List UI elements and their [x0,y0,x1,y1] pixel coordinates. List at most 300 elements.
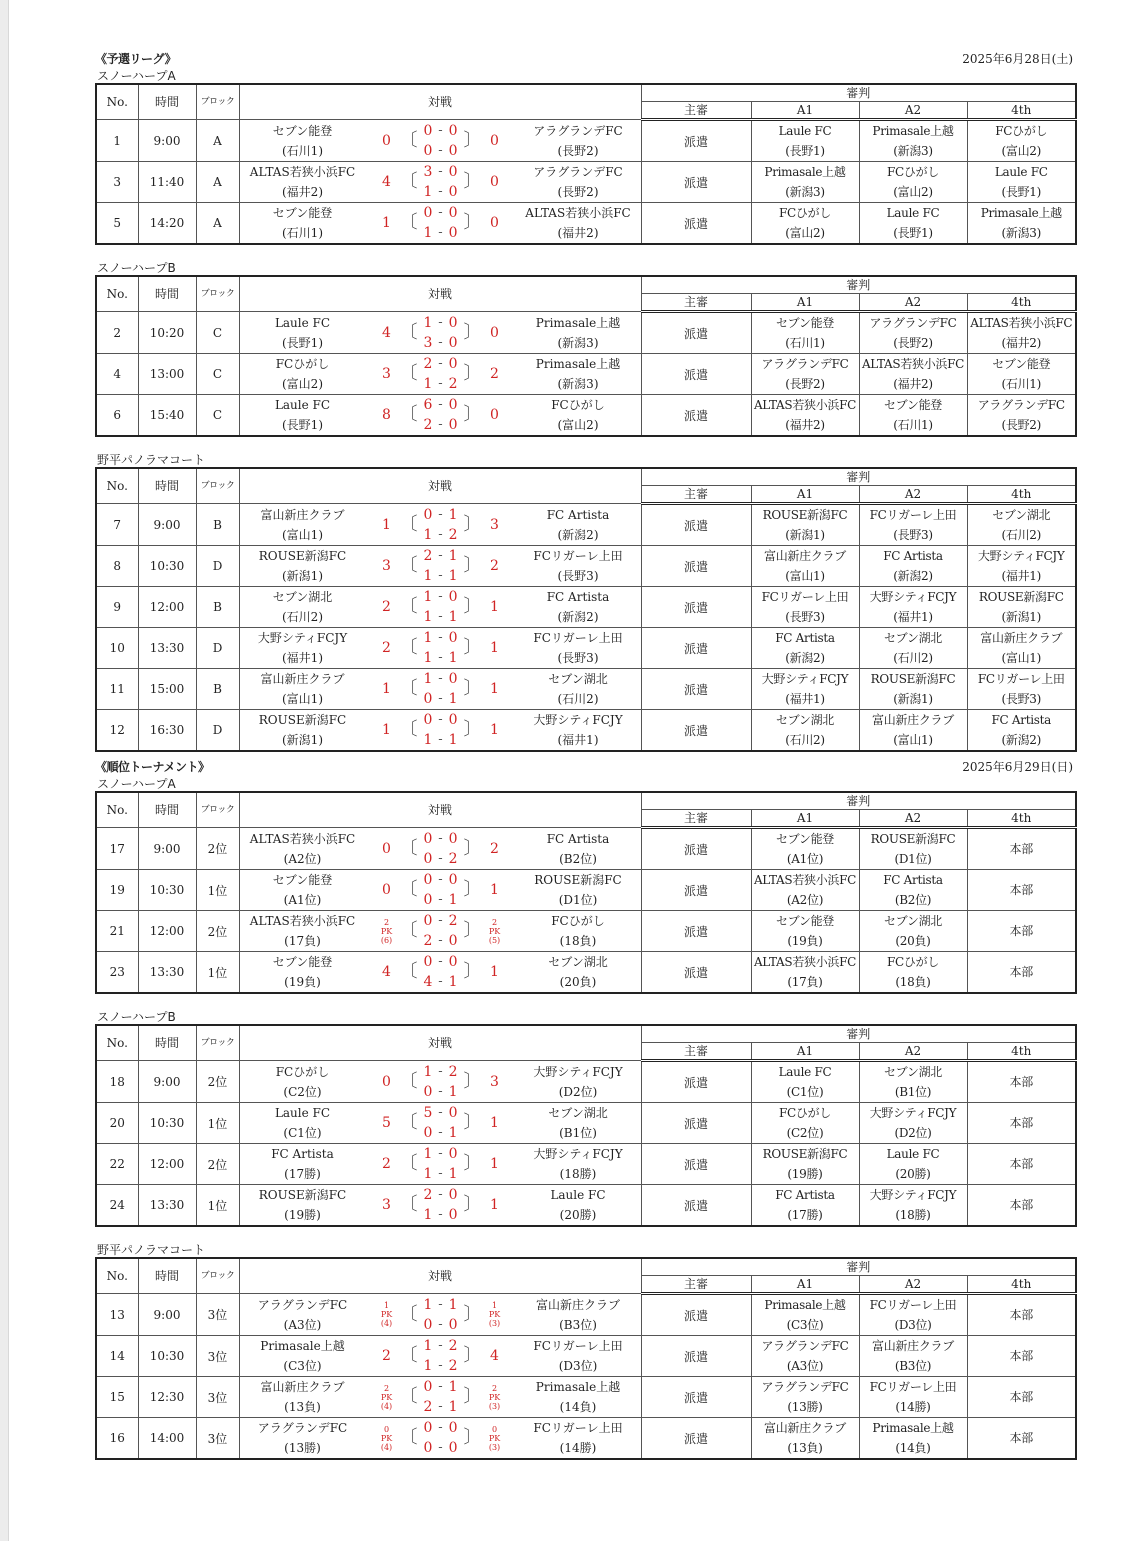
match-cell [239,1336,641,1377]
match-number: 23 [96,952,138,994]
match-time: 14:00 [138,1418,196,1460]
score-box [366,710,516,750]
second-half-score [414,566,468,586]
assistant-referee-1-seed: (福井1) [785,692,825,706]
away-total-score [484,395,506,435]
assistant-referee-2-seed: (新潟2) [893,569,933,583]
bracket-right: 〕 [463,212,482,233]
away-team-name: Laule FC [550,1188,606,1202]
home-total-score [376,911,398,951]
home-team [240,121,366,161]
half-scores [414,1336,468,1376]
second-half-score [414,1123,468,1143]
home-team [240,870,366,910]
away-team-name: FC Artista [546,507,610,522]
assistant-referee-2-seed: (D3位) [894,1318,932,1332]
match-time: 10:30 [138,1336,196,1377]
score-box [366,162,516,202]
score-dash: - [438,850,443,866]
bracket-left: 〔 [399,1386,418,1407]
away-total-score [484,1336,506,1376]
away-total-score [484,1295,506,1335]
half-scores [414,546,468,586]
bracket-right: 〕 [463,1194,482,1215]
assistant-referee-1-name: FC Artista [775,1188,835,1202]
match-cell [239,952,641,994]
bracket-left: 〔 [399,321,418,343]
away-total: 1 [490,1156,499,1172]
match-block: B [196,669,239,710]
away-total: 3 [490,1073,499,1090]
home-total: 1 [382,215,391,231]
home-team [240,313,366,353]
header-time: 時間 [138,276,196,312]
header-no: No. [96,1025,138,1061]
half-away-score: 0 [448,205,458,221]
assistant-referee-2 [859,1336,967,1377]
header-main-referee: 主審 [641,1276,751,1294]
assistant-referee-2 [859,395,967,437]
header-main-referee: 主審 [641,294,751,312]
header-referee: 審判 [641,1258,1076,1276]
assistant-referee-2 [859,952,967,994]
match-time: 10:30 [138,1103,196,1144]
half-away-score: 0 [448,712,458,728]
half-home-score: 0 [423,1379,433,1395]
assistant-referee-1 [751,1185,859,1227]
fourth-official-name: 本部 [1009,883,1033,897]
away-total-score [484,1418,506,1458]
bracket-left: 〔 [399,879,418,900]
bracket-left: 〔 [399,555,418,576]
second-half-score [414,1205,468,1225]
header-a1: A1 [751,294,859,312]
score-box [366,354,516,394]
bracket-left: 〔 [399,513,418,535]
half-scores [414,870,468,910]
half-scores [414,669,468,709]
score-dash: - [438,1338,443,1353]
away-team-seed: (長野3) [557,569,599,583]
away-team-seed: (B3位) [559,1317,597,1332]
home-team [240,162,366,202]
home-total-score [376,1103,398,1143]
half-home-score: 0 [423,712,433,728]
fourth-official [967,395,1076,437]
away-team-seed: (18負) [559,934,597,948]
bracket-left: 〔 [399,961,418,982]
header-a1: A1 [751,810,859,828]
bracket-left: 〔 [399,1070,418,1092]
assistant-referee-1 [751,952,859,994]
match-time: 9:00 [138,120,196,162]
away-total-score [484,870,506,910]
match-cell [239,669,641,710]
match-row [96,1103,1076,1144]
away-team-seed: (B2位) [559,851,597,866]
half-home-score: 0 [423,1420,433,1436]
header-fourth: 4th [967,294,1076,312]
home-team-name: FC Artista [271,1147,334,1161]
half-away-score: 1 [448,548,458,564]
score-dash: - [438,314,443,330]
assistant-referee-2 [859,312,967,354]
home-team [240,829,366,869]
first-half-score [414,313,468,333]
half-home-score: 1 [423,376,433,392]
assistant-referee-2-name: FCリガーレ上田 [869,1380,957,1394]
match-table [95,1024,1077,1227]
bracket-right: 〕 [463,363,482,384]
assistant-referee-1 [751,504,859,546]
second-half-score [414,415,468,435]
fourth-official [967,312,1076,354]
bracket-left: 〔 [399,920,418,941]
header-match: 対戦 [239,276,641,312]
bracket-left: 〔 [399,596,418,617]
away-total: 3 [490,516,499,533]
score-box [366,395,516,435]
score-dash: - [438,974,443,989]
assistant-referee-1-seed: (石川2) [785,733,825,747]
score-box [366,911,516,951]
bracket-left: 〔 [399,1427,418,1448]
match-block: 1位 [196,952,239,994]
match-number: 8 [96,546,138,587]
header-main-referee: 主審 [641,810,751,828]
first-half-score [414,1103,468,1123]
away-team [516,1295,641,1335]
assistant-referee-2-name: Laule FC [886,206,940,220]
match-row [96,952,1076,994]
home-team-seed: (17負) [284,934,321,948]
home-total-score [376,710,398,750]
half-scores [414,121,468,161]
away-total-score [484,505,506,545]
score-dash: - [438,397,443,412]
away-team-name: セブン湖北 [548,955,608,969]
home-team-name: アラグランデFC [257,1297,348,1312]
assistant-referee-2 [859,504,967,546]
fourth-official-name: 本部 [1009,1116,1033,1130]
half-scores [414,1418,468,1458]
assistant-referee-2-name: 大野シティFCJY [869,1106,957,1120]
away-team-name: FCリガーレ上田 [533,631,623,645]
half-away-score: 0 [448,334,458,351]
fourth-official-name: 本部 [1009,1431,1033,1445]
first-half-score [414,162,468,182]
assistant-referee-2-seed: (D1位) [894,852,932,866]
score-dash: - [438,1420,443,1435]
away-total: 1 [490,1115,499,1131]
match-block: 2位 [196,911,239,952]
score-dash: - [438,609,443,624]
half-away-score: 2 [448,526,458,543]
match-time: 10:30 [138,870,196,911]
match-row [96,1418,1076,1460]
away-team-seed: (福井1) [557,733,599,747]
header-fourth: 4th [967,1043,1076,1061]
header-referee: 審判 [641,468,1076,486]
fourth-official [967,1418,1076,1460]
assistant-referee-1 [751,710,859,752]
fourth-official-seed: (新潟1) [1001,610,1041,624]
home-team-name: Laule FC [274,1106,331,1120]
match-block: 3位 [196,1336,239,1377]
score-dash: - [438,650,443,665]
away-team-seed: (D3位) [558,1359,598,1373]
match-block: 3位 [196,1377,239,1418]
home-team-seed: (石川1) [282,143,323,158]
home-team-seed: (新潟1) [282,569,323,583]
second-half-score [414,333,468,353]
assistant-referee-1-name: FC Artista [775,631,835,645]
bracket-left: 〔 [399,171,418,192]
match-number: 14 [96,1336,138,1377]
assistant-referee-1-seed: (C2位) [786,1126,824,1140]
home-total: 2 [382,1348,391,1364]
half-home-score: 2 [423,1399,433,1415]
away-team [516,395,641,435]
match-block: C [196,354,239,395]
half-away-score: 1 [448,892,458,908]
score-dash: - [438,1296,443,1312]
assistant-referee-2-seed: (長野2) [893,336,933,350]
score-dash: - [438,1316,443,1332]
away-team-seed: (D1位) [558,893,598,907]
away-team-name: Primasale上越 [535,357,621,371]
section-title: 《予選リーグ》 [95,52,177,66]
header-a2: A2 [859,486,967,504]
half-away-score: 0 [448,1316,458,1333]
half-away-score: 1 [448,609,458,625]
home-team-seed: (石川2) [282,610,323,624]
schedule-section [95,758,1075,994]
match-cell [239,1294,641,1336]
second-half-score [414,141,468,161]
fourth-official [967,1336,1076,1377]
fourth-official [967,120,1076,162]
half-away-score: 1 [448,732,458,748]
home-pk-label: PK [380,1310,393,1319]
half-home-score: 1 [423,1146,433,1162]
home-total: 2 [383,1383,390,1393]
match-row [96,1061,1076,1103]
assistant-referee-2-name: Laule FC [886,1147,940,1161]
second-half-score [414,689,468,709]
section-header [95,758,1075,776]
away-team-name: セブン湖北 [548,1106,608,1120]
away-team-seed: (20負) [559,975,597,989]
bracket-right: 〕 [463,596,482,617]
score-dash: - [438,1187,443,1202]
bracket-right: 〕 [463,920,482,941]
match-time: 15:40 [138,395,196,437]
header-time: 時間 [138,792,196,828]
away-total-score [484,121,506,161]
away-total: 1 [490,882,499,898]
match-table [95,1257,1077,1460]
away-pk-score: (3) [488,1401,501,1411]
home-pk-label: PK [380,1392,393,1402]
main-referee: 派遣 [641,395,751,437]
away-team-name: FC Artista [546,831,610,846]
home-total: 3 [382,366,391,382]
away-team-name: セブン湖北 [548,672,608,686]
assistant-referee-1-seed: (17勝) [787,1208,823,1222]
home-pk-label: PK [380,1433,393,1443]
home-total-score [376,1336,398,1376]
home-team-seed: (A2位) [283,851,322,866]
assistant-referee-2 [859,628,967,669]
fourth-official [967,1185,1076,1227]
score-dash: - [438,184,443,199]
assistant-referee-2-seed: (B1位) [894,1085,932,1099]
match-block: D [196,628,239,669]
half-scores [414,203,468,243]
away-total-score [484,313,506,353]
home-team [240,1336,366,1376]
score-dash: - [438,225,443,240]
bracket-left: 〔 [399,637,418,658]
assistant-referee-1-seed: (長野1) [785,144,825,158]
away-total: 1 [490,722,499,738]
home-total-score [376,313,398,353]
match-block: D [196,546,239,587]
second-half-score [414,1356,468,1376]
away-team-seed: (14勝) [559,1441,597,1455]
home-team-name: セブン能登 [272,206,333,220]
first-half-score [414,710,468,730]
half-home-score: 0 [423,1125,433,1141]
bracket-right: 〕 [463,1345,482,1366]
away-total-score [484,669,506,709]
fourth-official [967,669,1076,710]
schedule-section [95,261,1075,437]
score-dash: - [438,913,443,928]
home-team [240,546,366,586]
home-total: 4 [382,324,391,341]
away-team-name: Primasale上越 [535,315,621,330]
away-team [516,1185,641,1225]
match-row [96,911,1076,952]
match-time: 9:00 [138,828,196,870]
away-total-score [484,628,506,668]
bracket-right: 〕 [463,404,482,425]
home-team [240,1377,366,1417]
bracket-right: 〕 [463,879,482,900]
assistant-referee-2-name: 富山新庄クラブ [872,1339,954,1353]
fourth-official [967,203,1076,245]
half-away-score: 0 [448,164,458,180]
header-fourth: 4th [967,810,1076,828]
away-total: 1 [490,681,499,697]
away-team-seed: (福井2) [557,226,599,240]
home-team [240,203,366,243]
half-away-score: 1 [448,506,458,523]
venue-label: スノーハープB [97,1010,176,1024]
assistant-referee-1-seed: (新潟2) [785,651,825,665]
match-number: 15 [96,1377,138,1418]
away-team [516,628,641,668]
home-total: 3 [382,1197,391,1213]
score-dash: - [438,1440,443,1455]
schedule-page [95,44,1075,1460]
match-block: 3位 [196,1294,239,1336]
home-pk-label: PK [380,926,393,936]
half-scores [414,911,468,951]
match-number: 19 [96,870,138,911]
assistant-referee-1 [751,354,859,395]
fourth-official [967,1377,1076,1418]
away-team-seed: (18勝) [559,1167,597,1181]
home-team-name: 富山新庄クラブ [260,1380,345,1394]
schedule-section [95,453,1075,752]
half-home-score: 0 [423,506,433,523]
away-team-seed: (新潟2) [557,610,599,624]
half-away-score: 0 [448,1207,458,1223]
home-total: 8 [382,407,391,423]
bracket-right: 〕 [463,1153,482,1174]
away-total: 1 [491,1301,498,1310]
bracket-right: 〕 [463,678,482,699]
match-block: 3位 [196,1418,239,1460]
away-total-score [484,1062,506,1102]
fourth-official [967,870,1076,911]
fourth-official [967,1103,1076,1144]
assistant-referee-1-name: FCリガーレ上田 [761,590,849,604]
assistant-referee-2-name: FCリガーレ上田 [869,508,957,522]
match-block: A [196,162,239,203]
match-number: 7 [96,504,138,546]
fourth-official [967,1144,1076,1185]
match-cell [239,504,641,546]
second-half-score [414,607,468,627]
assistant-referee-1-name: セブン湖北 [775,713,835,727]
half-away-score: 0 [448,184,458,200]
assistant-referee-1-seed: (17負) [787,975,823,989]
match-number: 11 [96,669,138,710]
match-cell [239,1144,641,1185]
half-scores [414,505,468,545]
match-cell [239,628,641,669]
score-dash: - [438,122,443,138]
main-referee: 派遣 [641,1418,751,1460]
half-home-score: 0 [423,850,433,867]
away-team [516,669,641,709]
match-number: 18 [96,1061,138,1103]
fourth-official [967,504,1076,546]
home-team-name: Laule FC [274,398,331,412]
schedule-section [95,50,1075,245]
home-total: 4 [382,964,391,980]
half-scores [414,710,468,750]
half-away-score: 0 [448,671,458,687]
home-team-name: ALTAS若狭小浜FC [249,831,356,846]
home-total: 5 [382,1115,391,1131]
header-referee: 審判 [641,1025,1076,1043]
fourth-official-seed: (新潟3) [1001,226,1041,240]
home-total-score [376,829,398,869]
match-block: 1位 [196,1103,239,1144]
header-fourth: 4th [967,486,1076,504]
home-team-seed: (C2位) [283,1084,322,1099]
main-referee: 派遣 [641,312,751,354]
away-pk-label: PK [488,1392,501,1402]
half-away-score: 0 [448,356,458,372]
assistant-referee-1 [751,203,859,245]
venue-label: スノーハープB [97,261,176,275]
